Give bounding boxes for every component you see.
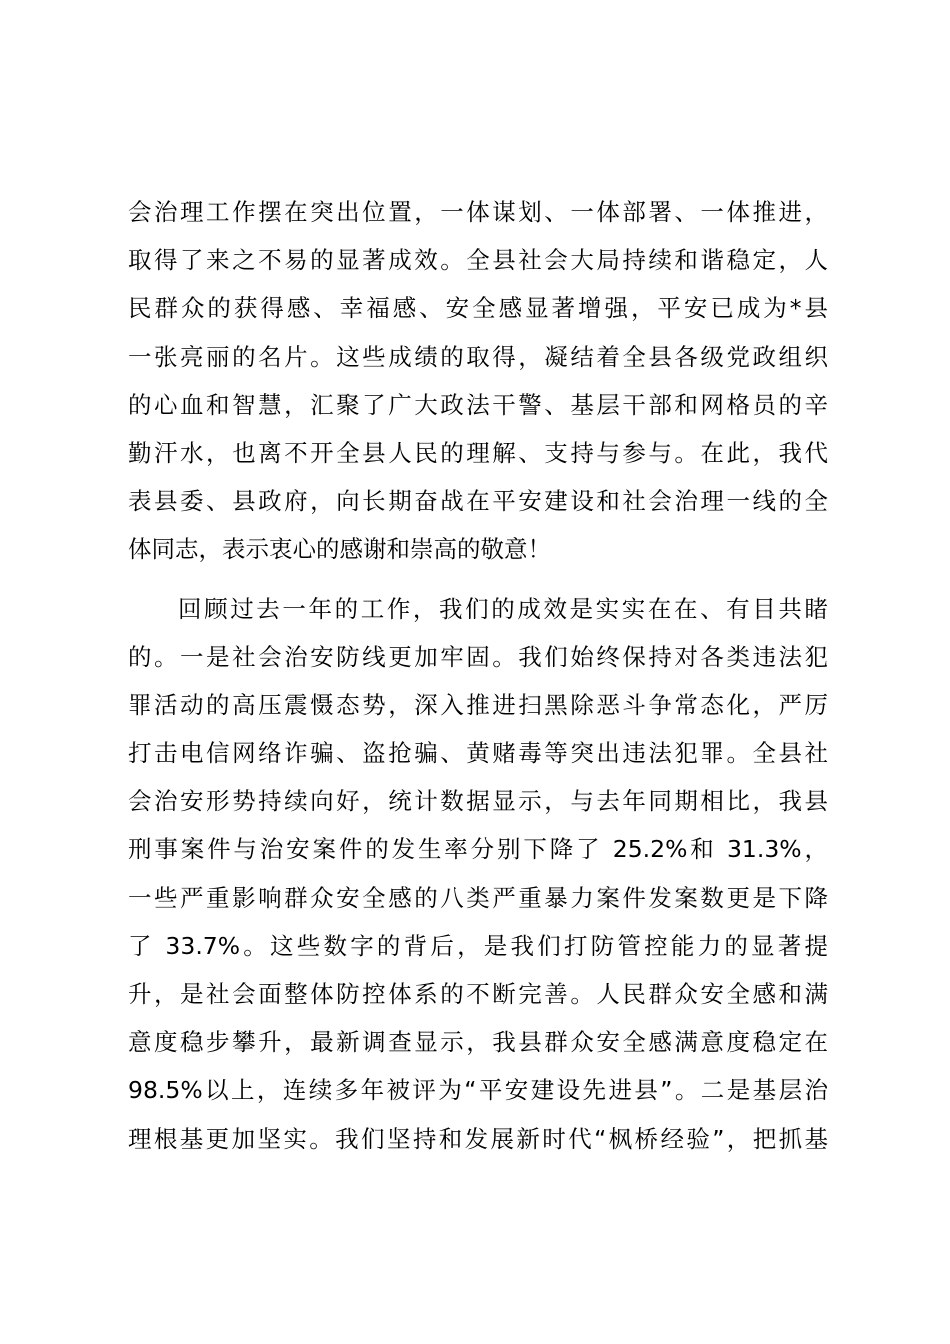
text-line: 98.5%以上，连续多年被评为“平安建设先进县”。二是基层治 — [128, 1076, 828, 1105]
text-line: 体同志，表示衷心的感谢和崇高的敬意！ — [128, 535, 551, 564]
text-line: 的心血和智慧，汇聚了广大政法干警、基层干部和网格员的辛 — [128, 390, 828, 419]
text-line: 罪活动的高压震慑态势，深入推进扫黑除恶斗争常态化，严厉 — [128, 690, 828, 719]
text-line: 一些严重影响群众安全感的八类严重暴力案件发案数更是下降 — [128, 883, 828, 912]
body-text — [128, 188, 828, 1163]
text-line: 勤汗水，也离不开全县人民的理解、支持与参与。在此，我代 — [128, 438, 828, 467]
text-line: 理根基更加坚实。我们坚持和发展新时代“枫桥经验”，把抓基 — [128, 1124, 828, 1153]
text-line: 取得了来之不易的显著成效。全县社会大局持续和谐稳定，人 — [128, 246, 828, 275]
text-line: 一张亮丽的名片。这些成绩的取得，凝结着全县各级党政组织 — [128, 342, 828, 371]
text-line: 会治理工作摆在突出位置，一体谋划、一体部署、一体推进， — [128, 198, 828, 226]
text-line: 民群众的获得感、幸福感、安全感显著增强，平安已成为*县 — [128, 294, 828, 323]
text-line: 打击电信网络诈骗、盗抢骗、黄赌毒等突出违法犯罪。全县社 — [128, 739, 828, 768]
text-line: 表县委、县政府，向长期奋战在平安建设和社会治理一线的全 — [128, 487, 828, 516]
text-line: 会治安形势持续向好，统计数据显示，与去年同期相比，我县 — [128, 787, 828, 816]
text-line: 刑事案件与治安案件的发生率分别下降了 25.2%和 31.3%， — [128, 835, 828, 864]
text-line: 回顾过去一年的工作，我们的成效是实实在在、有目共睹 — [178, 594, 828, 623]
text-line: 升，是社会面整体防控体系的不断完善。人民群众安全感和满 — [128, 980, 828, 1008]
text-line: 意度稳步攀升，最新调查显示，我县群众安全感满意度稳定在 — [128, 1028, 828, 1057]
text-line: 的。一是社会治安防线更加牢固。我们始终保持对各类违法犯 — [128, 642, 828, 671]
paragraph-spacing — [128, 574, 828, 585]
text-line: 了 33.7%。这些数字的背后，是我们打防管控能力的显著提 — [128, 931, 828, 960]
